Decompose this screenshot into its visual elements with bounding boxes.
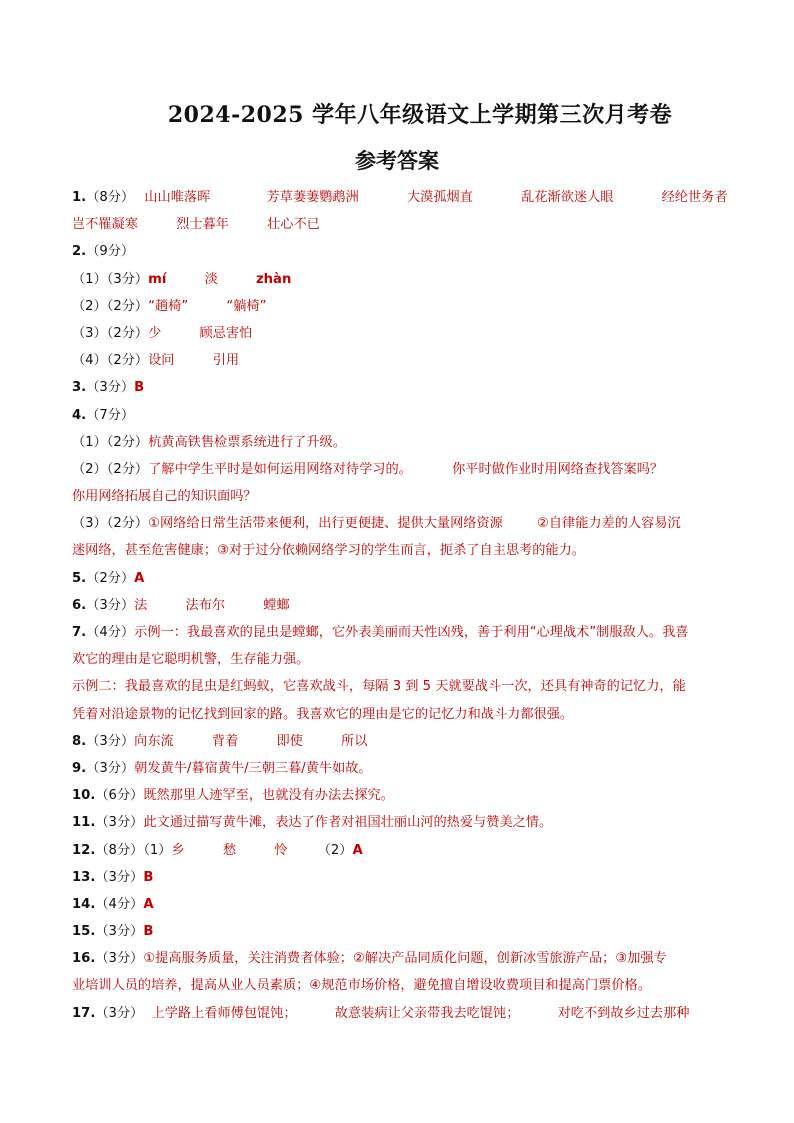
q10-text: 既然那里人迹罕至，也就没有办法去探究。 bbox=[143, 788, 394, 804]
q7-text2: 欢它的理由是它聪明机警，生存能力强。 bbox=[72, 652, 310, 668]
q3-number: 3. bbox=[72, 380, 87, 396]
q2-score: （9分） bbox=[86, 244, 135, 260]
q12-line bbox=[72, 837, 728, 864]
q7-text1: 示例一：我最喜欢的昆虫是螳螂，它外表美丽而天性凶残，善于利用“心理战术”制服敌人。我喜 bbox=[134, 625, 689, 640]
q4-sub2-label: （2）（2分） bbox=[72, 461, 149, 477]
q4-sub3-t2: 自律能力差的人容易沉 bbox=[548, 516, 681, 532]
q2-sub1-b: 淡 bbox=[204, 271, 218, 287]
q2-sub3 bbox=[72, 320, 728, 347]
q9-line bbox=[72, 755, 728, 782]
q14-line bbox=[72, 891, 728, 918]
q4-sub3-t4: 对于过分依赖网络学习的学生而言，扼杀了自主思考的能力。 bbox=[228, 543, 585, 559]
q4-sub3-t3: 迷网络，甚至危害健康； bbox=[72, 543, 218, 559]
q14-answer: A bbox=[143, 896, 154, 912]
q1-score: （8分） bbox=[86, 190, 135, 205]
q13-line bbox=[72, 864, 728, 891]
q2-sub2 bbox=[72, 293, 728, 320]
q9-text: 朝发黄牛/暮宿黄牛/三朝三暮/黄牛如故。 bbox=[134, 760, 372, 776]
q7-text4: 凭着对沿途景物的记忆找到回家的路。我喜欢它的理由是它的记忆力和战斗力都很强。 bbox=[72, 706, 574, 722]
page-subtitle: 参考答案 bbox=[355, 148, 439, 173]
q5-number: 5. bbox=[72, 570, 87, 586]
q16-circle1: ① bbox=[143, 951, 156, 967]
page-title: 2024-2025 学年八年级语文上学期第三次月考卷 bbox=[167, 102, 673, 128]
q7-line1 bbox=[72, 619, 728, 646]
q12-part1-label: （1） bbox=[143, 842, 172, 858]
q2-sub4-a: 设问 bbox=[148, 353, 175, 369]
q4-score: （7分） bbox=[86, 407, 135, 423]
q8-score: （3分） bbox=[86, 733, 135, 749]
q1-answer-2: 芳草萋萋鹦鹉洲 bbox=[266, 190, 359, 205]
q14-score: （4分） bbox=[95, 896, 144, 912]
q15-answer: B bbox=[143, 924, 154, 940]
q4-sub1-text: 杭黄高铁售检票系统进行了升级。 bbox=[148, 434, 346, 450]
q4-sub2-text2: 你平时做作业时用网络查找答案吗？ bbox=[452, 461, 664, 477]
q1-answer-1: 山山唯落晖 bbox=[144, 190, 211, 205]
q12-score: （8分） bbox=[95, 842, 144, 858]
q7-line2 bbox=[72, 646, 728, 673]
q2-sub4-label: （4）（2分） bbox=[72, 353, 149, 369]
q1-number: 1. bbox=[72, 190, 87, 205]
q15-score: （3分） bbox=[95, 924, 144, 940]
q11-score: （3分） bbox=[95, 815, 144, 831]
q16-circle2: ② bbox=[352, 951, 365, 967]
q4-sub3-t1: 网络给日常生活带来便利，出行更便捷、提供大量网络资源 bbox=[159, 516, 503, 532]
q16-text3: 加强专 bbox=[627, 951, 667, 967]
q12-answer-2: 愁 bbox=[222, 842, 237, 858]
q9-score: （3分） bbox=[86, 760, 135, 776]
q15-line bbox=[72, 918, 728, 945]
q8-answer-2: 背着 bbox=[211, 733, 239, 749]
q1-line-2 bbox=[72, 211, 728, 238]
q16-circle4: ④ bbox=[309, 978, 322, 994]
q16-text1: 提高服务质量，关注消费者体验； bbox=[155, 951, 353, 967]
q12-answer-3: 怜 bbox=[274, 842, 288, 858]
answer-list bbox=[72, 184, 728, 1027]
q16-text5: 规范市场价格，避免擅自增设收费项目和提高门票价格。 bbox=[321, 978, 651, 994]
q8-answer-4: 所以 bbox=[341, 733, 368, 749]
q6-answer-3: 螳螂 bbox=[263, 597, 290, 613]
q5-score: （2分） bbox=[86, 570, 135, 586]
q2-sub1 bbox=[72, 266, 728, 293]
q1-answer-5: 经纶世务者 bbox=[661, 190, 728, 205]
q11-line bbox=[72, 809, 728, 836]
q4-sub3-circle3: ③ bbox=[217, 543, 229, 559]
q6-answer-1: 法 bbox=[134, 597, 148, 613]
q2-header bbox=[72, 238, 728, 265]
q2-sub1-a: mí bbox=[148, 271, 167, 287]
q16-text4: 业培训人员的培养，提高从业人员素质； bbox=[72, 978, 310, 994]
q7-text3: 示例二：我最喜欢的昆虫是红蚂蚁，它喜欢战斗，每隔 3 到 5 天就要战斗一次，还具有神奇的记忆力，能 bbox=[72, 679, 686, 695]
q13-answer: B bbox=[143, 869, 154, 885]
q2-sub3-a: 少 bbox=[148, 325, 162, 341]
q2-sub1-label: （1）（3分） bbox=[72, 271, 149, 287]
q4-sub2-line1 bbox=[72, 456, 728, 483]
q17-text1: 上学路上看师傅包馄饨； bbox=[151, 1005, 297, 1021]
q14-number: 14. bbox=[72, 896, 96, 912]
q4-sub1 bbox=[72, 429, 728, 456]
q4-sub2-text3: 你用网络拓展自己的知识面吗？ bbox=[72, 489, 257, 505]
q4-sub3-line2 bbox=[72, 537, 728, 564]
q2-sub2-b: “躺椅” bbox=[226, 298, 267, 314]
q10-score: （6分） bbox=[95, 788, 144, 804]
q4-sub3-line1 bbox=[72, 510, 728, 537]
q3-score: （3分） bbox=[86, 380, 135, 396]
q8-number: 8. bbox=[72, 733, 87, 749]
q4-sub2-text1: 了解中学生平时是如何运用网络对待学习的。 bbox=[148, 461, 412, 477]
q6-number: 6. bbox=[72, 597, 87, 613]
q4-sub2-line2 bbox=[72, 483, 728, 510]
q2-sub4-b: 引用 bbox=[212, 353, 240, 369]
q2-sub4 bbox=[72, 347, 728, 374]
q1-line-1 bbox=[72, 184, 728, 211]
q12-part2-label: （2） bbox=[317, 842, 353, 858]
q6-score: （3分） bbox=[86, 597, 135, 613]
q12-number: 12. bbox=[72, 842, 96, 858]
q8-answer-3: 即使 bbox=[276, 733, 303, 749]
q17-line1 bbox=[72, 1000, 728, 1027]
q11-text: 此文通过描写黄牛滩，表达了作者对祖国壮丽山河的热爱与赞美之情。 bbox=[143, 815, 553, 831]
q10-line bbox=[72, 782, 728, 809]
q15-number: 15. bbox=[72, 924, 96, 940]
q6-line bbox=[72, 592, 728, 619]
q16-text2: 解决产品同质化问题，创新冰雪旅游产品； bbox=[364, 951, 616, 967]
q2-sub2-a: “趟椅” bbox=[148, 298, 189, 314]
q4-sub3-circle2: ② bbox=[537, 516, 549, 532]
q7-number: 7. bbox=[72, 625, 87, 640]
q16-number: 16. bbox=[72, 951, 96, 967]
q13-score: （3分） bbox=[95, 869, 144, 885]
q6-answer-2: 法布尔 bbox=[185, 597, 226, 613]
q4-sub3-label: （3）（2分） bbox=[72, 516, 149, 532]
q7-line3 bbox=[72, 673, 728, 700]
q17-text2: 故意装病让父亲带我去吃馄饨； bbox=[334, 1005, 520, 1021]
q16-circle3: ③ bbox=[615, 951, 628, 967]
q16-line1 bbox=[72, 945, 728, 972]
q12-answer-1: 乡 bbox=[171, 842, 185, 858]
q16-score: （3分） bbox=[95, 951, 144, 967]
q5-answer: A bbox=[134, 570, 145, 586]
q4-sub3-circle1: ① bbox=[148, 516, 160, 532]
q16-line2 bbox=[72, 972, 728, 999]
q5-line bbox=[72, 565, 728, 592]
q2-sub3-b: 顾忌害怕 bbox=[199, 325, 253, 341]
q4-sub1-label: （1）（2分） bbox=[72, 434, 149, 450]
q8-answer-1: 向东流 bbox=[134, 733, 174, 749]
q12-answer-4: A bbox=[352, 842, 363, 858]
q17-text3: 对吃不到故乡过去那种 bbox=[557, 1005, 690, 1021]
q1-answer-3: 大漠孤烟直 bbox=[407, 190, 473, 205]
q4-number: 4. bbox=[72, 407, 87, 423]
q2-sub1-c: zhàn bbox=[255, 271, 292, 287]
q10-number: 10. bbox=[72, 788, 96, 804]
q4-header bbox=[72, 402, 728, 429]
q1-answer-6: 岂不罹凝寒 bbox=[72, 217, 138, 233]
q11-number: 11. bbox=[72, 815, 96, 831]
q3-line bbox=[72, 374, 728, 401]
q7-line4 bbox=[72, 701, 728, 728]
q1-answer-7: 烈士暮年 bbox=[176, 217, 229, 233]
q17-score: （3分） bbox=[95, 1005, 144, 1021]
q13-number: 13. bbox=[72, 869, 96, 885]
q8-line bbox=[72, 728, 728, 755]
q2-sub3-label: （3）（2分） bbox=[72, 325, 149, 341]
q7-score: （4分） bbox=[86, 625, 135, 640]
q9-number: 9. bbox=[72, 760, 87, 776]
q2-number: 2. bbox=[72, 244, 87, 260]
q1-answer-4: 乱花渐欲迷人眼 bbox=[521, 190, 614, 205]
q17-number: 17. bbox=[72, 1005, 96, 1021]
q2-sub2-label: （2）（2分） bbox=[72, 298, 149, 314]
q1-answer-8: 壮心不已 bbox=[267, 217, 320, 233]
q3-answer: B bbox=[134, 380, 145, 396]
